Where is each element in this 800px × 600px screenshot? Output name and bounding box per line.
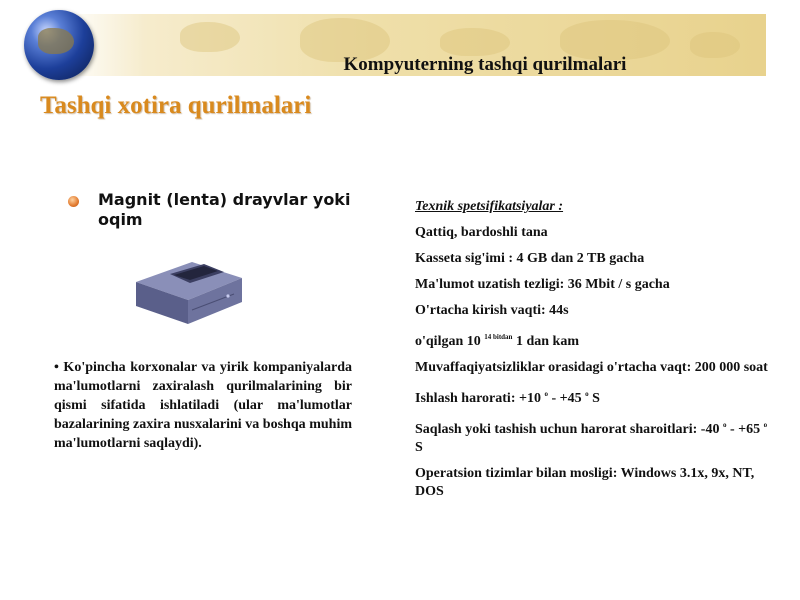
spec-storage-temp-prefix: Saqlash yoki tashish uchun harorat sharoitlari: -40	[415, 422, 720, 437]
degree-mark: o	[585, 390, 589, 398]
degree-mark: o	[544, 390, 548, 398]
spec-item: O'rtacha kirish vaqti: 44s	[415, 303, 569, 318]
bullet-heading: Magnit (lenta) drayvlar yoki oqim	[98, 190, 351, 229]
spec-os-compat: Operatsion tizimlar bilan mosligi: Windows 3.1x, 9x, NT, DOS	[415, 466, 755, 499]
description-paragraph: • Ko'pincha korxonalar va yirik kompaniyalarda ma'lumotlarni zaxiralash qurilmalarining bir qismi sifatida ishlatiladi (ular ma'lumotlar bazalarining zaxira nusxalarini va boshqa muhim ma'lumotlarni saqlaydi).	[54, 360, 352, 451]
spec-operating-temp	[415, 385, 775, 408]
spec-storage-temp	[415, 416, 775, 457]
spec-storage-temp-suffix: S	[415, 440, 423, 455]
spec-item: Kasseta sig'imi : 4 GB dan 2 TB gacha	[415, 251, 645, 266]
spec-error-rate-suffix: 1 dan kam	[515, 334, 579, 349]
tape-drive-image	[130, 252, 246, 334]
spec-operating-temp-middle: - +45	[551, 391, 582, 406]
globe-icon	[24, 10, 94, 80]
specs-list	[415, 198, 775, 509]
spec-error-rate-sup: 14 bitdan	[484, 333, 513, 341]
specs-heading: Texnik spetsifikatsiyalar :	[415, 199, 564, 214]
spec-mtbf: Muvaffaqiyatsizliklar orasidagi o'rtacha vaqt: 200 000 soat	[415, 360, 768, 375]
spec-storage-temp-middle: - +65	[729, 422, 761, 437]
spec-operating-temp-prefix: Ishlash harorati: +10	[415, 391, 541, 406]
spec-item: Ma'lumot uzatish tezligi: 36 Mbit / s gacha	[415, 277, 670, 292]
spec-operating-temp-suffix: S	[592, 391, 600, 406]
spec-error-rate-prefix: o'qilgan 10	[415, 334, 481, 349]
spec-item: Qattiq, bardoshli tana	[415, 225, 548, 240]
slide-title: Tashqi xotira qurilmalari	[40, 92, 312, 119]
spec-error-rate	[415, 328, 775, 351]
bullet-icon	[68, 196, 79, 207]
header-title: Kompyuterning tashqi qurilmalari	[343, 54, 627, 75]
degree-mark: o	[763, 421, 768, 429]
degree-mark: o	[722, 421, 727, 429]
